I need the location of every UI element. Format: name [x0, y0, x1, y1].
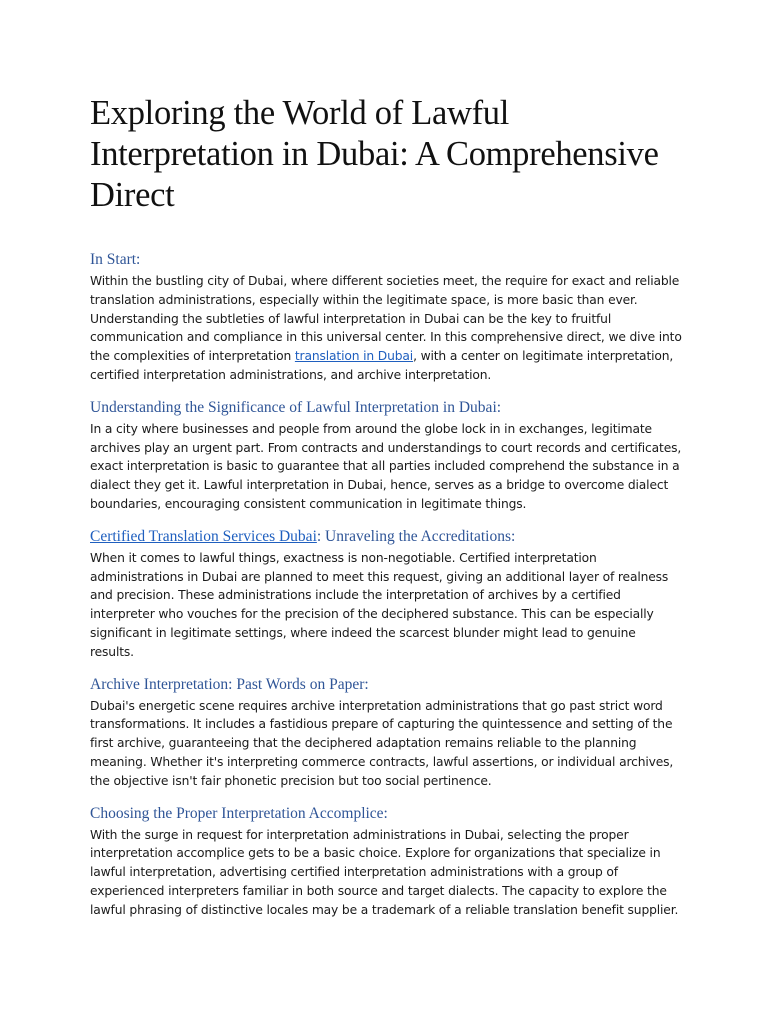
- document-page: [90, 93, 682, 933]
- certified-translation-services-link[interactable]: Certified Translation Services Dubai: [90, 527, 317, 545]
- section-paragraph: With the surge in request for interpretation administrations in Dubai, selecting the proper interpretation accomplice gets to be a basic choice. Explore for organizations that specialize in lawful interpretation, advertising certified interpretation administrations with a group of experienced interpreters familiar in both source and target dialects. The capacity to explore the lawful phrasing of distinctive locales may be a trademark of a reliable translation benefit supplier.: [90, 827, 679, 917]
- section-paragraph: When it comes to lawful things, exactness is non-negotiable. Certified interpretation administrations in Dubai are planned to meet this request, giving an additional layer of realness and precision. These administrations include the interpretation of archives by a certified interpreter who vouches for the precision of the deciphered substance. This can be especially significant in legitimate settings, where indeed the scarcest blunder might lead to genuine results.: [90, 550, 669, 659]
- section-heading: Archive Interpretation: Past Words on Paper:: [90, 675, 369, 693]
- section-in-start: [90, 250, 682, 385]
- translation-in-dubai-link[interactable]: translation in Dubai: [294, 349, 414, 364]
- section-archive-interpretation: [90, 675, 682, 791]
- section-paragraph: Dubai's energetic scene requires archive interpretation administrations that go past strict word transformations. It includes a fastidious prepare of capturing the quintessence and setting of the first archive, guaranteeing that the deciphered adaptation remains reliable to the planning meaning. Whether it's interpreting commerce contracts, lawful assertions, or individual archives, the objective isn't fair phonetic precision but too social pertinence.: [90, 698, 674, 788]
- section-choosing-partner: [90, 804, 682, 920]
- section-heading: In Start:: [90, 251, 141, 268]
- section-heading: [90, 527, 682, 547]
- document-title: Exploring the World of Lawful Interpretation in Dubai: A Comprehensive Direct: [90, 94, 659, 214]
- paragraph-text: , with a center on legitimate interpretation, certified interpretation administrations, and archive interpretation.: [90, 349, 674, 382]
- section-heading: Understanding the Significance of Lawful Interpretation in Dubai:: [90, 398, 502, 416]
- section-significance: [90, 398, 682, 514]
- section-paragraph: [90, 272, 682, 385]
- section-paragraph: In a city where businesses and people from around the globe lock in in exchanges, legitimate archives play an urgent part. From contracts and understandings to court records and certificates, exact interpretation is basic to guarantee that all parties included comprehend the substance in a dialect they get it. Lawful interpretation in Dubai, hence, serves as a bridge to overcome dialect boundaries, encouraging consistent communication in legitimate things.: [90, 421, 682, 511]
- paragraph-text: Within the bustling city of Dubai, where different societies meet, the require for exact and reliable translation administrations, especially within the legitimate space, is more basic than ever. Understanding the subtleties of lawful interpretation in Dubai can be the key to fruitful communication and compliance in this universal center. In this comprehensive direct, we dive into the complexities of interpretation: [90, 274, 682, 364]
- section-certified-translation: [90, 527, 682, 662]
- heading-text: : Unraveling the Accreditations:: [316, 527, 516, 545]
- section-heading: Choosing the Proper Interpretation Accomplice:: [90, 804, 388, 822]
